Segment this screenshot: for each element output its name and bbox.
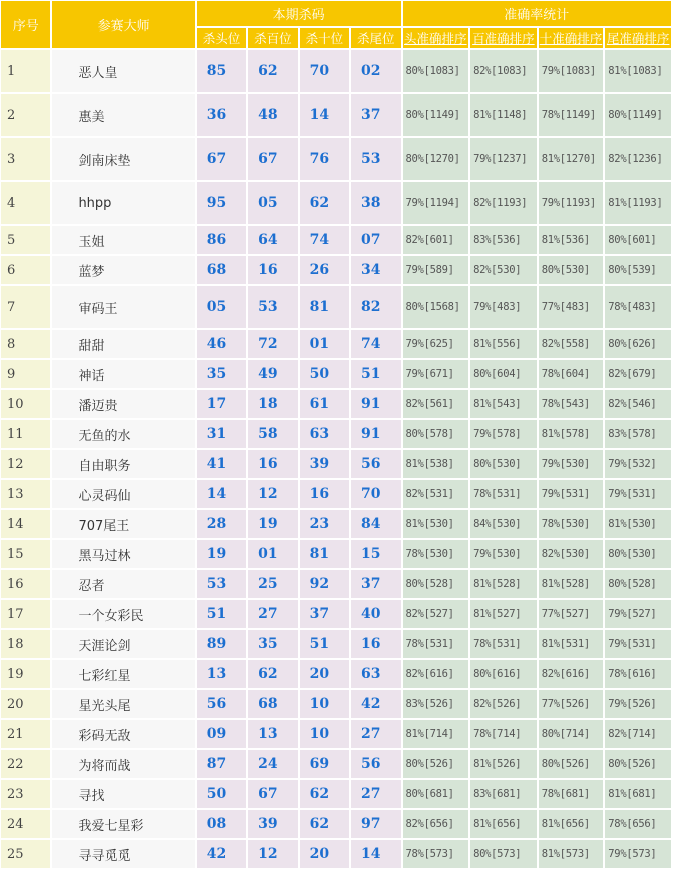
kill-tail-code: 51 xyxy=(351,360,400,388)
table-row xyxy=(1,138,671,180)
kill-tens-code: 81 xyxy=(300,540,349,568)
header-acc-tens-sort[interactable]: 十准确排序 xyxy=(539,28,604,48)
kill-tens-code: 20 xyxy=(300,660,349,688)
kill-tail-code: 07 xyxy=(351,226,400,254)
kill-head-code: 86 xyxy=(197,226,246,254)
kill-tail-code: 91 xyxy=(351,420,400,448)
row-index: 2 xyxy=(1,94,50,136)
master-name: 一个女彩民 xyxy=(52,600,194,628)
table-row xyxy=(1,570,671,598)
acc-tens-value: 81%[1270] xyxy=(539,138,604,180)
row-index: 20 xyxy=(1,690,50,718)
table-row xyxy=(1,94,671,136)
acc-tens-value: 79%[530] xyxy=(539,450,604,478)
kill-hundreds-code: 12 xyxy=(248,480,297,508)
kill-head-code: 36 xyxy=(197,94,246,136)
kill-hundreds-code: 64 xyxy=(248,226,297,254)
kill-tens-code: 39 xyxy=(300,450,349,478)
acc-hundreds-value: 81%[526] xyxy=(470,750,537,778)
kill-tail-code: 63 xyxy=(351,660,400,688)
master-name: 玉姐 xyxy=(52,226,194,254)
acc-hundreds-value: 79%[530] xyxy=(470,540,537,568)
kill-hundreds-code: 18 xyxy=(248,390,297,418)
acc-tens-value: 82%[616] xyxy=(539,660,604,688)
row-index: 7 xyxy=(1,286,50,328)
kill-tens-code: 50 xyxy=(300,360,349,388)
table-row xyxy=(1,182,671,224)
master-name: hhpp xyxy=(52,182,194,224)
kill-head-code: 95 xyxy=(197,182,246,224)
master-name: 无鱼的水 xyxy=(52,420,194,448)
acc-tens-value: 79%[531] xyxy=(539,480,604,508)
kill-hundreds-code: 53 xyxy=(248,286,297,328)
acc-tail-value: 79%[573] xyxy=(605,840,671,868)
acc-hundreds-value: 82%[1083] xyxy=(470,50,537,92)
acc-tens-value: 81%[531] xyxy=(539,630,604,658)
kill-tail-code: 74 xyxy=(351,330,400,358)
kill-tail-code: 56 xyxy=(351,450,400,478)
acc-head-value: 79%[671] xyxy=(403,360,469,388)
acc-hundreds-value: 81%[543] xyxy=(470,390,537,418)
acc-tail-value: 82%[1236] xyxy=(605,138,671,180)
acc-head-value: 82%[656] xyxy=(403,810,469,838)
kill-tens-code: 62 xyxy=(300,810,349,838)
acc-tens-value: 81%[656] xyxy=(539,810,604,838)
acc-hundreds-value: 78%[531] xyxy=(470,630,537,658)
acc-tail-value: 81%[1193] xyxy=(605,182,671,224)
table-row xyxy=(1,256,671,284)
kill-tail-code: 82 xyxy=(351,286,400,328)
kill-head-code: 53 xyxy=(197,570,246,598)
table-row xyxy=(1,720,671,748)
header-kill-tens: 杀十位 xyxy=(300,28,349,48)
acc-tail-value: 83%[578] xyxy=(605,420,671,448)
header-master: 参赛大师 xyxy=(52,1,194,48)
table-row xyxy=(1,390,671,418)
kill-hundreds-code: 67 xyxy=(248,138,297,180)
table-row xyxy=(1,450,671,478)
kill-tens-code: 26 xyxy=(300,256,349,284)
kill-tens-code: 62 xyxy=(300,182,349,224)
acc-head-value: 80%[528] xyxy=(403,570,469,598)
master-name: 神话 xyxy=(52,360,194,388)
kill-tail-code: 27 xyxy=(351,780,400,808)
kill-head-code: 51 xyxy=(197,600,246,628)
kill-tail-code: 53 xyxy=(351,138,400,180)
acc-tens-value: 79%[1193] xyxy=(539,182,604,224)
row-index: 8 xyxy=(1,330,50,358)
acc-head-value: 79%[1194] xyxy=(403,182,469,224)
acc-head-value: 82%[527] xyxy=(403,600,469,628)
acc-tens-value: 80%[714] xyxy=(539,720,604,748)
acc-head-value: 79%[589] xyxy=(403,256,469,284)
acc-head-value: 83%[526] xyxy=(403,690,469,718)
table-row xyxy=(1,660,671,688)
table-row xyxy=(1,226,671,254)
kill-tens-code: 37 xyxy=(300,600,349,628)
row-index: 23 xyxy=(1,780,50,808)
header-index: 序号 xyxy=(1,1,50,48)
row-index: 16 xyxy=(1,570,50,598)
acc-tail-value: 80%[530] xyxy=(605,540,671,568)
acc-hundreds-value: 80%[573] xyxy=(470,840,537,868)
acc-tens-value: 78%[604] xyxy=(539,360,604,388)
acc-tens-value: 78%[530] xyxy=(539,510,604,538)
kill-hundreds-code: 16 xyxy=(248,450,297,478)
master-name: 忍者 xyxy=(52,570,194,598)
master-name: 自由职务 xyxy=(52,450,194,478)
header-acc-tail-sort[interactable]: 尾准确排序 xyxy=(605,28,671,48)
row-index: 24 xyxy=(1,810,50,838)
acc-tail-value: 79%[531] xyxy=(605,630,671,658)
acc-head-value: 81%[714] xyxy=(403,720,469,748)
kill-tens-code: 10 xyxy=(300,690,349,718)
acc-head-value: 82%[601] xyxy=(403,226,469,254)
acc-head-value: 80%[578] xyxy=(403,420,469,448)
acc-head-value: 82%[616] xyxy=(403,660,469,688)
table-row xyxy=(1,480,671,508)
acc-tail-value: 82%[546] xyxy=(605,390,671,418)
acc-head-value: 80%[526] xyxy=(403,750,469,778)
kill-head-code: 67 xyxy=(197,138,246,180)
acc-head-value: 80%[1270] xyxy=(403,138,469,180)
kill-tens-code: 23 xyxy=(300,510,349,538)
kill-tens-code: 20 xyxy=(300,840,349,868)
acc-tail-value: 82%[714] xyxy=(605,720,671,748)
acc-hundreds-value: 81%[556] xyxy=(470,330,537,358)
kill-hundreds-code: 24 xyxy=(248,750,297,778)
master-name: 为将而战 xyxy=(52,750,194,778)
acc-tail-value: 80%[601] xyxy=(605,226,671,254)
kill-head-code: 28 xyxy=(197,510,246,538)
acc-tail-value: 80%[528] xyxy=(605,570,671,598)
kill-tens-code: 74 xyxy=(300,226,349,254)
master-name: 审码王 xyxy=(52,286,194,328)
kill-hundreds-code: 67 xyxy=(248,780,297,808)
kill-hundreds-code: 48 xyxy=(248,94,297,136)
acc-hundreds-value: 81%[656] xyxy=(470,810,537,838)
acc-hundreds-value: 79%[483] xyxy=(470,286,537,328)
acc-tens-value: 81%[536] xyxy=(539,226,604,254)
row-index: 25 xyxy=(1,840,50,868)
acc-head-value: 80%[1083] xyxy=(403,50,469,92)
kill-head-code: 31 xyxy=(197,420,246,448)
kill-hundreds-code: 58 xyxy=(248,420,297,448)
kill-tail-code: 02 xyxy=(351,50,400,92)
acc-tail-value: 79%[526] xyxy=(605,690,671,718)
kill-tens-code: 70 xyxy=(300,50,349,92)
acc-head-value: 79%[625] xyxy=(403,330,469,358)
kill-head-code: 68 xyxy=(197,256,246,284)
master-name: 剑南床垫 xyxy=(52,138,194,180)
kill-tens-code: 62 xyxy=(300,780,349,808)
kill-tens-code: 51 xyxy=(300,630,349,658)
header-accuracy-group: 准确率统计 xyxy=(403,1,672,26)
kill-hundreds-code: 62 xyxy=(248,50,297,92)
table-row xyxy=(1,420,671,448)
acc-hundreds-value: 83%[536] xyxy=(470,226,537,254)
acc-tens-value: 81%[573] xyxy=(539,840,604,868)
table-row xyxy=(1,840,671,868)
acc-head-value: 81%[530] xyxy=(403,510,469,538)
kill-hundreds-code: 62 xyxy=(248,660,297,688)
kill-tail-code: 37 xyxy=(351,94,400,136)
acc-hundreds-value: 82%[530] xyxy=(470,256,537,284)
kill-hundreds-code: 35 xyxy=(248,630,297,658)
kill-head-code: 09 xyxy=(197,720,246,748)
kill-tens-code: 61 xyxy=(300,390,349,418)
kill-head-code: 50 xyxy=(197,780,246,808)
header-kill-hundreds: 杀百位 xyxy=(248,28,297,48)
table-row xyxy=(1,330,671,358)
table-row xyxy=(1,780,671,808)
kill-tens-code: 81 xyxy=(300,286,349,328)
acc-head-value: 78%[531] xyxy=(403,630,469,658)
acc-tail-value: 78%[616] xyxy=(605,660,671,688)
kill-head-code: 87 xyxy=(197,750,246,778)
acc-hundreds-value: 81%[527] xyxy=(470,600,537,628)
kill-tail-code: 42 xyxy=(351,690,400,718)
row-index: 22 xyxy=(1,750,50,778)
acc-tens-value: 82%[530] xyxy=(539,540,604,568)
row-index: 17 xyxy=(1,600,50,628)
master-name: 我爱七星彩 xyxy=(52,810,194,838)
acc-hundreds-value: 80%[530] xyxy=(470,450,537,478)
kill-head-code: 08 xyxy=(197,810,246,838)
kill-tail-code: 70 xyxy=(351,480,400,508)
table-row xyxy=(1,690,671,718)
acc-tens-value: 78%[543] xyxy=(539,390,604,418)
kill-tens-code: 92 xyxy=(300,570,349,598)
kill-tens-code: 63 xyxy=(300,420,349,448)
acc-hundreds-value: 82%[1193] xyxy=(470,182,537,224)
kill-hundreds-code: 16 xyxy=(248,256,297,284)
kill-hundreds-code: 49 xyxy=(248,360,297,388)
kill-head-code: 05 xyxy=(197,286,246,328)
header-acc-head-sort[interactable]: 头准确排序 xyxy=(403,28,469,48)
row-index: 11 xyxy=(1,420,50,448)
acc-tens-value: 82%[558] xyxy=(539,330,604,358)
kill-tail-code: 27 xyxy=(351,720,400,748)
acc-hundreds-value: 78%[531] xyxy=(470,480,537,508)
acc-tail-value: 78%[656] xyxy=(605,810,671,838)
acc-tens-value: 81%[578] xyxy=(539,420,604,448)
acc-hundreds-value: 82%[526] xyxy=(470,690,537,718)
acc-tens-value: 80%[526] xyxy=(539,750,604,778)
row-index: 15 xyxy=(1,540,50,568)
kill-tail-code: 38 xyxy=(351,182,400,224)
acc-tail-value: 80%[539] xyxy=(605,256,671,284)
row-index: 21 xyxy=(1,720,50,748)
acc-hundreds-value: 79%[578] xyxy=(470,420,537,448)
kill-tail-code: 14 xyxy=(351,840,400,868)
acc-tens-value: 80%[530] xyxy=(539,256,604,284)
kill-tail-code: 40 xyxy=(351,600,400,628)
acc-tail-value: 80%[626] xyxy=(605,330,671,358)
table-row xyxy=(1,630,671,658)
kill-tens-code: 10 xyxy=(300,720,349,748)
kill-hundreds-code: 19 xyxy=(248,510,297,538)
row-index: 10 xyxy=(1,390,50,418)
acc-head-value: 78%[530] xyxy=(403,540,469,568)
master-name: 天涯论剑 xyxy=(52,630,194,658)
acc-hundreds-value: 80%[604] xyxy=(470,360,537,388)
kill-head-code: 13 xyxy=(197,660,246,688)
header-kill-head: 杀头位 xyxy=(197,28,246,48)
kill-head-code: 56 xyxy=(197,690,246,718)
master-name: 潘迈贵 xyxy=(52,390,194,418)
acc-tens-value: 77%[483] xyxy=(539,286,604,328)
kill-hundreds-code: 12 xyxy=(248,840,297,868)
acc-head-value: 82%[531] xyxy=(403,480,469,508)
master-name: 甜甜 xyxy=(52,330,194,358)
acc-tail-value: 81%[1083] xyxy=(605,50,671,92)
kill-tail-code: 56 xyxy=(351,750,400,778)
acc-head-value: 80%[1149] xyxy=(403,94,469,136)
acc-head-value: 80%[1568] xyxy=(403,286,469,328)
master-name: 寻找 xyxy=(52,780,194,808)
kill-tail-code: 37 xyxy=(351,570,400,598)
master-name: 寻寻觅觅 xyxy=(52,840,194,868)
row-index: 13 xyxy=(1,480,50,508)
acc-hundreds-value: 84%[530] xyxy=(470,510,537,538)
kill-head-code: 85 xyxy=(197,50,246,92)
kill-hundreds-code: 25 xyxy=(248,570,297,598)
acc-tail-value: 82%[679] xyxy=(605,360,671,388)
acc-hundreds-value: 81%[528] xyxy=(470,570,537,598)
acc-hundreds-value: 80%[616] xyxy=(470,660,537,688)
acc-tail-value: 78%[483] xyxy=(605,286,671,328)
kill-head-code: 35 xyxy=(197,360,246,388)
row-index: 14 xyxy=(1,510,50,538)
acc-head-value: 80%[681] xyxy=(403,780,469,808)
table-row xyxy=(1,510,671,538)
acc-tail-value: 79%[531] xyxy=(605,480,671,508)
master-name: 七彩红星 xyxy=(52,660,194,688)
acc-tens-value: 78%[681] xyxy=(539,780,604,808)
acc-hundreds-value: 83%[681] xyxy=(470,780,537,808)
acc-tens-value: 77%[527] xyxy=(539,600,604,628)
kill-tail-code: 91 xyxy=(351,390,400,418)
master-name: 彩码无敌 xyxy=(52,720,194,748)
header-kill-group: 本期杀码 xyxy=(197,1,401,26)
table-row xyxy=(1,750,671,778)
acc-tail-value: 79%[532] xyxy=(605,450,671,478)
table-row xyxy=(1,50,671,92)
table-row xyxy=(1,360,671,388)
acc-tens-value: 78%[1149] xyxy=(539,94,604,136)
acc-hundreds-value: 81%[1148] xyxy=(470,94,537,136)
kill-tens-code: 01 xyxy=(300,330,349,358)
kill-tens-code: 69 xyxy=(300,750,349,778)
master-name: 星光头尾 xyxy=(52,690,194,718)
acc-head-value: 82%[561] xyxy=(403,390,469,418)
kill-tail-code: 84 xyxy=(351,510,400,538)
kill-hundreds-code: 13 xyxy=(248,720,297,748)
acc-hundreds-value: 79%[1237] xyxy=(470,138,537,180)
acc-tail-value: 80%[1149] xyxy=(605,94,671,136)
master-name: 707尾王 xyxy=(52,510,194,538)
master-name: 惠美 xyxy=(52,94,194,136)
acc-head-value: 81%[538] xyxy=(403,450,469,478)
kill-tail-code: 34 xyxy=(351,256,400,284)
kill-head-code: 89 xyxy=(197,630,246,658)
row-index: 18 xyxy=(1,630,50,658)
kill-tens-code: 76 xyxy=(300,138,349,180)
kill-hundreds-code: 05 xyxy=(248,182,297,224)
kill-hundreds-code: 68 xyxy=(248,690,297,718)
acc-head-value: 78%[573] xyxy=(403,840,469,868)
table-row xyxy=(1,600,671,628)
header-kill-tail: 杀尾位 xyxy=(351,28,400,48)
table-row xyxy=(1,810,671,838)
master-name: 蓝梦 xyxy=(52,256,194,284)
master-name: 恶人皇 xyxy=(52,50,194,92)
kill-hundreds-code: 72 xyxy=(248,330,297,358)
kill-tens-code: 16 xyxy=(300,480,349,508)
kill-head-code: 42 xyxy=(197,840,246,868)
row-index: 19 xyxy=(1,660,50,688)
kill-head-code: 46 xyxy=(197,330,246,358)
header-acc-hundreds-sort[interactable]: 百准确排序 xyxy=(470,28,537,48)
kill-tail-code: 15 xyxy=(351,540,400,568)
table-row xyxy=(1,540,671,568)
acc-tail-value: 81%[681] xyxy=(605,780,671,808)
kill-head-code: 41 xyxy=(197,450,246,478)
acc-tens-value: 81%[528] xyxy=(539,570,604,598)
acc-tens-value: 77%[526] xyxy=(539,690,604,718)
row-index: 9 xyxy=(1,360,50,388)
row-index: 4 xyxy=(1,182,50,224)
acc-tens-value: 79%[1083] xyxy=(539,50,604,92)
acc-tail-value: 79%[527] xyxy=(605,600,671,628)
master-name: 黑马过林 xyxy=(52,540,194,568)
master-name: 心灵码仙 xyxy=(52,480,194,508)
kill-head-code: 19 xyxy=(197,540,246,568)
table-row xyxy=(1,286,671,328)
row-index: 6 xyxy=(1,256,50,284)
row-index: 5 xyxy=(1,226,50,254)
acc-tail-value: 81%[530] xyxy=(605,510,671,538)
kill-tens-code: 14 xyxy=(300,94,349,136)
row-index: 3 xyxy=(1,138,50,180)
kill-hundreds-code: 01 xyxy=(248,540,297,568)
kill-head-code: 14 xyxy=(197,480,246,508)
row-index: 12 xyxy=(1,450,50,478)
kill-hundreds-code: 27 xyxy=(248,600,297,628)
acc-tail-value: 80%[526] xyxy=(605,750,671,778)
acc-hundreds-value: 78%[714] xyxy=(470,720,537,748)
row-index: 1 xyxy=(1,50,50,92)
kill-hundreds-code: 39 xyxy=(248,810,297,838)
kill-tail-code: 16 xyxy=(351,630,400,658)
kill-tail-code: 97 xyxy=(351,810,400,838)
kill-head-code: 17 xyxy=(197,390,246,418)
